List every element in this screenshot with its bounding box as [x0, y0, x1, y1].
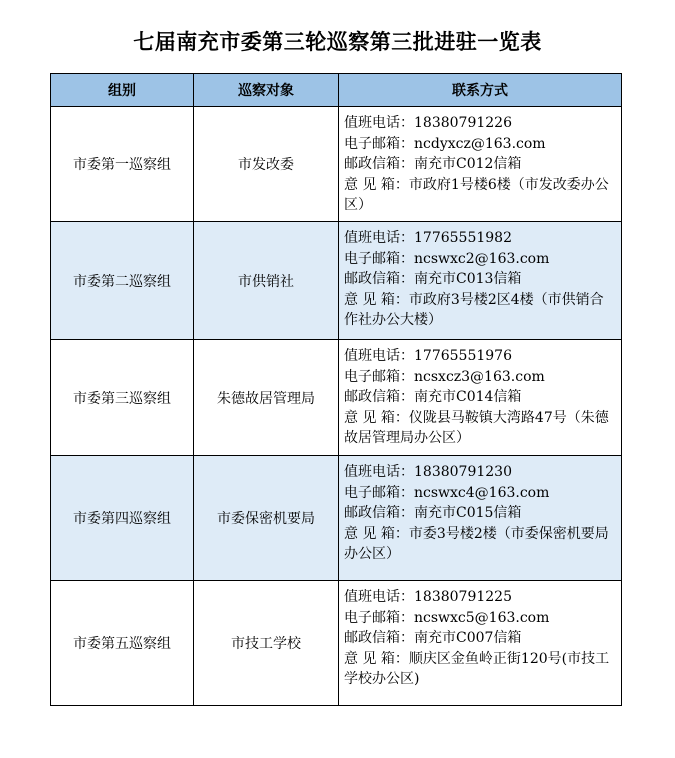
phone-line [344, 346, 617, 367]
opinion-value: 仪陇县马鞍镇大湾路47号（朱德故居管理局办公区） [344, 409, 609, 446]
table-row [51, 581, 622, 706]
email-label: 电子邮箱： [344, 368, 414, 385]
postbox-value: 南充市C012信箱 [414, 156, 522, 172]
phone-value: 18380791225 [414, 589, 512, 605]
email-line [344, 134, 617, 155]
page-title: 七届南充市委第三轮巡察第三批进驻一览表 [133, 29, 542, 54]
postbox-line [344, 387, 617, 408]
target-cell: 市委保密机要局 [194, 456, 339, 581]
table-header-row [51, 74, 622, 107]
contact-cell [339, 107, 622, 222]
contact-cell [339, 456, 622, 581]
postbox-value: 南充市C015信箱 [414, 505, 522, 521]
table-row [51, 107, 622, 222]
inspection-table [50, 73, 622, 706]
email-line [344, 608, 617, 629]
email-value: ncswxc4@163.com [414, 484, 550, 501]
opinion-value: 市委3号楼2楼（市委保密机要局办公区） [344, 525, 609, 562]
target-cell: 市发改委 [194, 107, 339, 222]
table-row [51, 340, 622, 456]
phone-line [344, 462, 617, 483]
header-target: 巡察对象 [194, 74, 339, 107]
phone-line [344, 228, 617, 249]
phone-label: 值班电话： [344, 589, 414, 605]
group-cell: 市委第四巡察组 [51, 456, 194, 581]
opinion-line [344, 408, 617, 449]
opinion-value: 市政府1号楼6楼（市发改委办公区） [344, 176, 609, 213]
opinion-label: 意 见 箱： [344, 291, 409, 308]
table-row [51, 456, 622, 581]
postbox-label: 邮政信箱： [344, 505, 414, 521]
table-row [51, 222, 622, 340]
phone-value: 18380791226 [414, 115, 512, 131]
email-value: ncswxc5@163.com [414, 609, 550, 626]
email-line [344, 483, 617, 504]
opinion-label: 意 见 箱： [344, 525, 409, 542]
target-cell: 市供销社 [194, 222, 339, 340]
header-contact: 联系方式 [339, 74, 622, 107]
phone-label: 值班电话： [344, 230, 414, 246]
postbox-label: 邮政信箱： [344, 156, 414, 172]
contact-cell [339, 581, 622, 706]
contact-cell [339, 222, 622, 340]
postbox-value: 南充市C007信箱 [414, 630, 522, 646]
postbox-value: 南充市C014信箱 [414, 389, 522, 405]
postbox-line [344, 628, 617, 649]
email-label: 电子邮箱： [344, 250, 414, 267]
postbox-label: 邮政信箱： [344, 271, 414, 287]
opinion-value: 顺庆区金鱼岭正街120号(市技工学校办公区) [344, 650, 610, 687]
postbox-line [344, 269, 617, 290]
email-line [344, 249, 617, 270]
header-group: 组别 [51, 74, 194, 107]
phone-value: 17765551982 [414, 230, 512, 246]
phone-value: 18380791230 [414, 464, 512, 480]
postbox-value: 南充市C013信箱 [414, 271, 522, 287]
opinion-label: 意 见 箱： [344, 409, 409, 426]
contact-cell [339, 340, 622, 456]
opinion-value: 市政府3号楼2区4楼（市供销合作社办公大楼） [344, 291, 604, 328]
email-label: 电子邮箱： [344, 609, 414, 626]
phone-label: 值班电话： [344, 348, 414, 364]
group-cell: 市委第五巡察组 [51, 581, 194, 706]
opinion-line [344, 290, 617, 331]
postbox-label: 邮政信箱： [344, 630, 414, 646]
phone-label: 值班电话： [344, 464, 414, 480]
opinion-label: 意 见 箱： [344, 650, 409, 667]
target-cell: 市技工学校 [194, 581, 339, 706]
opinion-line [344, 175, 617, 216]
opinion-label: 意 见 箱： [344, 176, 409, 193]
group-cell: 市委第一巡察组 [51, 107, 194, 222]
phone-line [344, 113, 617, 134]
email-label: 电子邮箱： [344, 135, 414, 152]
postbox-label: 邮政信箱： [344, 389, 414, 405]
phone-label: 值班电话： [344, 115, 414, 131]
email-line [344, 367, 617, 388]
opinion-line [344, 524, 617, 565]
email-value: ncdyxcz@163.com [414, 135, 546, 152]
postbox-line [344, 154, 617, 175]
target-cell: 朱德故居管理局 [194, 340, 339, 456]
email-value: ncswxc2@163.com [414, 250, 550, 267]
postbox-line [344, 503, 617, 524]
email-label: 电子邮箱： [344, 484, 414, 501]
email-value: ncsxcz3@163.com [414, 368, 545, 385]
phone-line [344, 587, 617, 608]
group-cell: 市委第二巡察组 [51, 222, 194, 340]
group-cell: 市委第三巡察组 [51, 340, 194, 456]
phone-value: 17765551976 [414, 348, 512, 364]
opinion-line [344, 649, 617, 690]
